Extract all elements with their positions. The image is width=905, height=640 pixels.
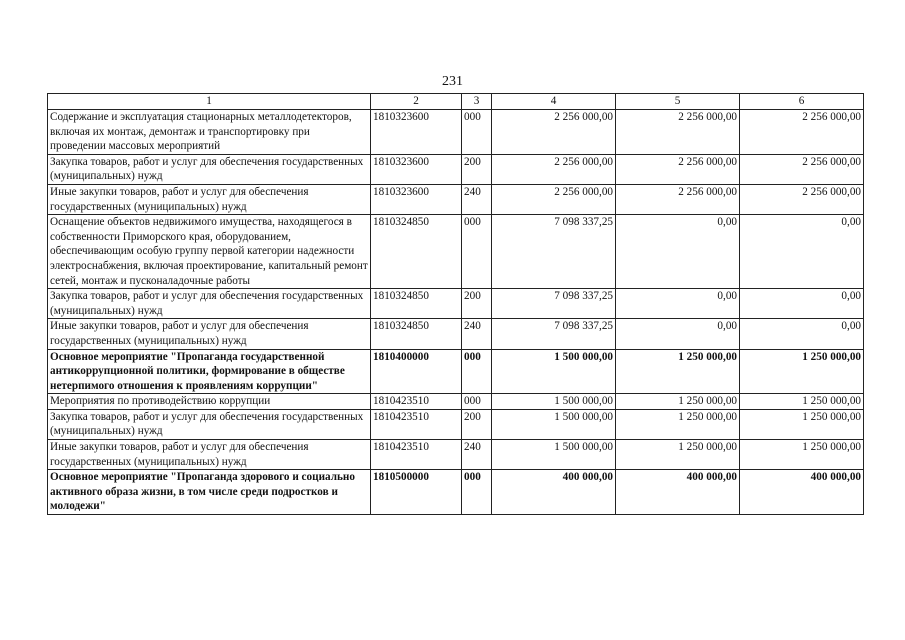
row-code-cell: 1810323600 [371, 154, 462, 184]
row-value-col6: 2 256 000,00 [740, 184, 864, 214]
table-row [48, 154, 864, 184]
row-name-cell: Оснащение объектов недвижимого имущества, находящегося в собственности Приморского края, оборудованием, обеспечивающим особую группу первой категории надежности электроснабжения, включая проектирование, капитальный ремонт сетей, монтаж и пусконаладочные работы [48, 215, 371, 289]
table-row [48, 394, 864, 410]
table-row [48, 110, 864, 155]
row-value-col4: 2 256 000,00 [492, 154, 616, 184]
budget-table [47, 93, 864, 515]
row-code-cell: 1810324850 [371, 215, 462, 289]
row-type-cell: 000 [462, 349, 492, 394]
table-row [48, 289, 864, 319]
row-code-cell: 1810323600 [371, 184, 462, 214]
row-code-cell: 1810423510 [371, 440, 462, 470]
row-name-cell: Иные закупки товаров, работ и услуг для обеспечения государственных (муниципальных) нужд [48, 440, 371, 470]
table-row [48, 440, 864, 470]
row-value-col4: 1 500 000,00 [492, 394, 616, 410]
column-header: 5 [616, 94, 740, 110]
row-value-col5: 2 256 000,00 [616, 110, 740, 155]
row-name-cell: Иные закупки товаров, работ и услуг для обеспечения государственных (муниципальных) нужд [48, 184, 371, 214]
row-value-col6: 1 250 000,00 [740, 349, 864, 394]
row-value-col4: 1 500 000,00 [492, 349, 616, 394]
row-type-cell: 200 [462, 409, 492, 439]
row-type-cell: 200 [462, 154, 492, 184]
row-code-cell: 1810500000 [371, 470, 462, 515]
row-code-cell: 1810400000 [371, 349, 462, 394]
row-value-col5: 1 250 000,00 [616, 409, 740, 439]
row-value-col5: 0,00 [616, 289, 740, 319]
row-name-cell: Закупка товаров, работ и услуг для обеспечения государственных (муниципальных) нужд [48, 154, 371, 184]
row-code-cell: 1810324850 [371, 319, 462, 349]
row-code-cell: 1810324850 [371, 289, 462, 319]
row-value-col5: 0,00 [616, 319, 740, 349]
row-value-col6: 2 256 000,00 [740, 154, 864, 184]
row-value-col6: 400 000,00 [740, 470, 864, 515]
row-type-cell: 240 [462, 319, 492, 349]
row-code-cell: 1810323600 [371, 110, 462, 155]
column-header: 6 [740, 94, 864, 110]
row-name-cell: Закупка товаров, работ и услуг для обеспечения государственных (муниципальных) нужд [48, 289, 371, 319]
table-row [48, 470, 864, 515]
row-type-cell: 000 [462, 215, 492, 289]
table-row [48, 319, 864, 349]
row-type-cell: 200 [462, 289, 492, 319]
row-value-col5: 0,00 [616, 215, 740, 289]
row-value-col4: 2 256 000,00 [492, 110, 616, 155]
row-name-cell: Закупка товаров, работ и услуг для обеспечения государственных (муниципальных) нужд [48, 409, 371, 439]
column-header: 3 [462, 94, 492, 110]
row-value-col5: 1 250 000,00 [616, 349, 740, 394]
row-name-cell: Иные закупки товаров, работ и услуг для обеспечения государственных (муниципальных) нужд [48, 319, 371, 349]
row-value-col5: 1 250 000,00 [616, 440, 740, 470]
row-type-cell: 240 [462, 184, 492, 214]
page-number: 231 [442, 74, 463, 89]
row-value-col5: 2 256 000,00 [616, 184, 740, 214]
table-row [48, 184, 864, 214]
row-value-col5: 2 256 000,00 [616, 154, 740, 184]
row-name-cell: Основное мероприятие "Пропаганда здорового и социально активного образа жизни, в том числе среди подростков и молодежи" [48, 470, 371, 515]
row-value-col4: 1 500 000,00 [492, 409, 616, 439]
row-value-col6: 1 250 000,00 [740, 394, 864, 410]
row-value-col6: 0,00 [740, 215, 864, 289]
column-header: 4 [492, 94, 616, 110]
table-row [48, 409, 864, 439]
row-value-col6: 0,00 [740, 319, 864, 349]
row-code-cell: 1810423510 [371, 394, 462, 410]
row-value-col6: 1 250 000,00 [740, 440, 864, 470]
column-header: 1 [48, 94, 371, 110]
row-value-col4: 1 500 000,00 [492, 440, 616, 470]
row-value-col6: 2 256 000,00 [740, 110, 864, 155]
row-value-col4: 7 098 337,25 [492, 319, 616, 349]
row-value-col4: 2 256 000,00 [492, 184, 616, 214]
row-value-col4: 7 098 337,25 [492, 215, 616, 289]
table-row [48, 349, 864, 394]
row-name-cell: Мероприятия по противодействию коррупции [48, 394, 371, 410]
row-value-col4: 400 000,00 [492, 470, 616, 515]
row-value-col5: 400 000,00 [616, 470, 740, 515]
row-value-col4: 7 098 337,25 [492, 289, 616, 319]
row-type-cell: 000 [462, 394, 492, 410]
row-value-col6: 1 250 000,00 [740, 409, 864, 439]
row-type-cell: 000 [462, 110, 492, 155]
row-name-cell: Основное мероприятие "Пропаганда государственной антикоррупционной политики, формирование в обществе нетерпимого отношения к проявлениям коррупции" [48, 349, 371, 394]
column-header: 2 [371, 94, 462, 110]
row-value-col5: 1 250 000,00 [616, 394, 740, 410]
table-row [48, 215, 864, 289]
row-type-cell: 240 [462, 440, 492, 470]
row-value-col6: 0,00 [740, 289, 864, 319]
row-name-cell: Содержание и эксплуатация стационарных металлодетекторов, включая их монтаж, демонтаж и транспортировку при проведении массовых мероприятий [48, 110, 371, 155]
row-type-cell: 000 [462, 470, 492, 515]
header-row [48, 94, 864, 110]
row-code-cell: 1810423510 [371, 409, 462, 439]
